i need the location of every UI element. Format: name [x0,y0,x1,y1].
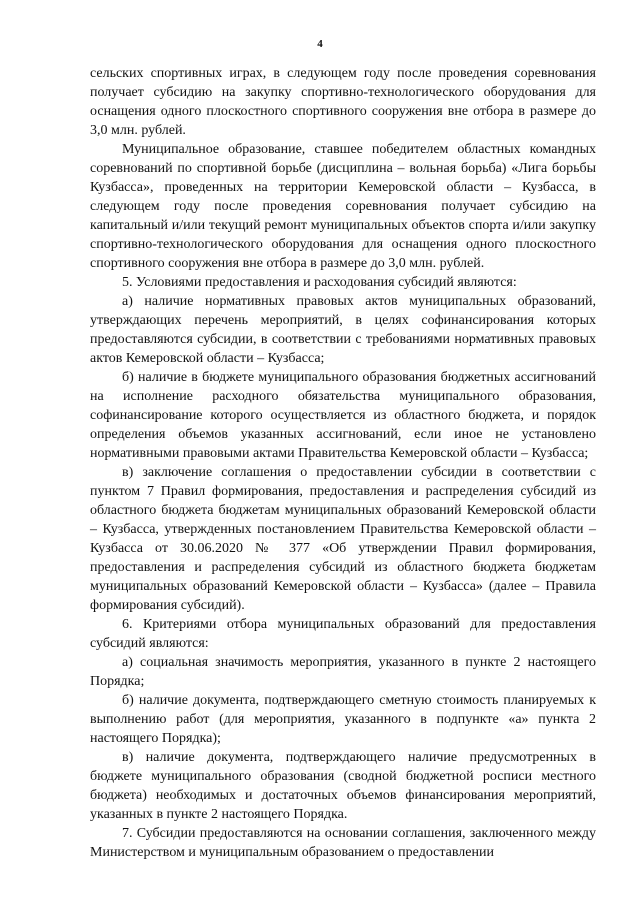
paragraph-section-6-v: в) наличие документа, подтверждающего наличие предусмотренных в бюджете муниципального образования (сводной бюджетной росписи местного бюджета) необходимых и достаточных объемов финансирования мероприятий, указанных в пункте 2 настоящего Порядка. [90,750,596,822]
paragraph-section-6-heading: 6. Критериями отбора муниципальных образований для предоставления субсидий являются: [90,617,596,651]
paragraph-section-5-b: б) наличие в бюджете муниципального образования бюджетных ассигнований на исполнение расходного обязательства муниципального образования, софинансирование которого осуществляется из областного бюджета, и порядок определения объемов указанных ассигнований, если иное не установлено нормативными правовыми актами Правительства Кемеровской области – Кузбасса; [90,370,596,461]
paragraph-section-5-v: в) заключение соглашения о предоставлении субсидии в соответствии с пунктом 7 Правил формирования, предоставления и распределения субсидий из областного бюджета бюджетам муниципальных образований Кемеровской области – Кузбасса, утвержденных постановлением Правительства Кемеровской области – Кузбасса от 30.06.2020 № 377 «Об утверждении Правил формирования, предоставления и распределения субсидий из областного бюджета бюджетам муниципальных образований Кемеровской области – Кузбасса» (далее – Правила формирования субсидий). [90,465,596,613]
paragraph-section-6-a: а) социальная значимость мероприятия, указанного в пункте 2 настоящего Порядка; [90,655,596,689]
paragraph-section-5-heading: 5. Условиями предоставления и расходования субсидий являются: [122,275,517,290]
paragraph-section-5-a: а) наличие нормативных правовых актов муниципальных образований, утверждающих перечень мероприятий, в целях софинансирования которых предоставляются субсидии, в соответствии с требованиями нормативных правовых актов Кемеровской области – Кузбасса; [90,294,596,366]
paragraph-continuation: сельских спортивных играх, в следующем году после проведения соревнования получает субсидию на закупку спортивно-технологического оборудования для оснащения одного плоскостного спортивного сооружения вне отбора в размере до 3,0 млн. рублей. [90,66,596,138]
paragraph-section-7: 7. Субсидии предоставляются на основании соглашения, заключенного между Министерством и муниципальным образованием о предоставлении [90,826,596,860]
paragraph-wrestling-league: Муниципальное образование, ставшее победителем областных командных соревнований по спортивной борьбе (дисциплина – вольная борьба) «Лига борьбы Кузбасса», проведенных на территории Кемеровской области – Кузбасса, в следующем году после проведения соревнования получает субсидию на капитальный и/или текущий ремонт муниципальных объектов спорта и/или закупку спортивно-технологического оборудования для оснащения одного плоскостного спортивного сооружения вне отбора в размере до 3,0 млн. рублей. [90,142,596,271]
document-body [90,64,596,862]
paragraph-section-6-b: б) наличие документа, подтверждающего сметную стоимость планируемых к выполнению работ (для мероприятия, указанного в подпункте «а» пункта 2 настоящего Порядка); [90,693,596,746]
page-number: 4 [317,38,323,50]
